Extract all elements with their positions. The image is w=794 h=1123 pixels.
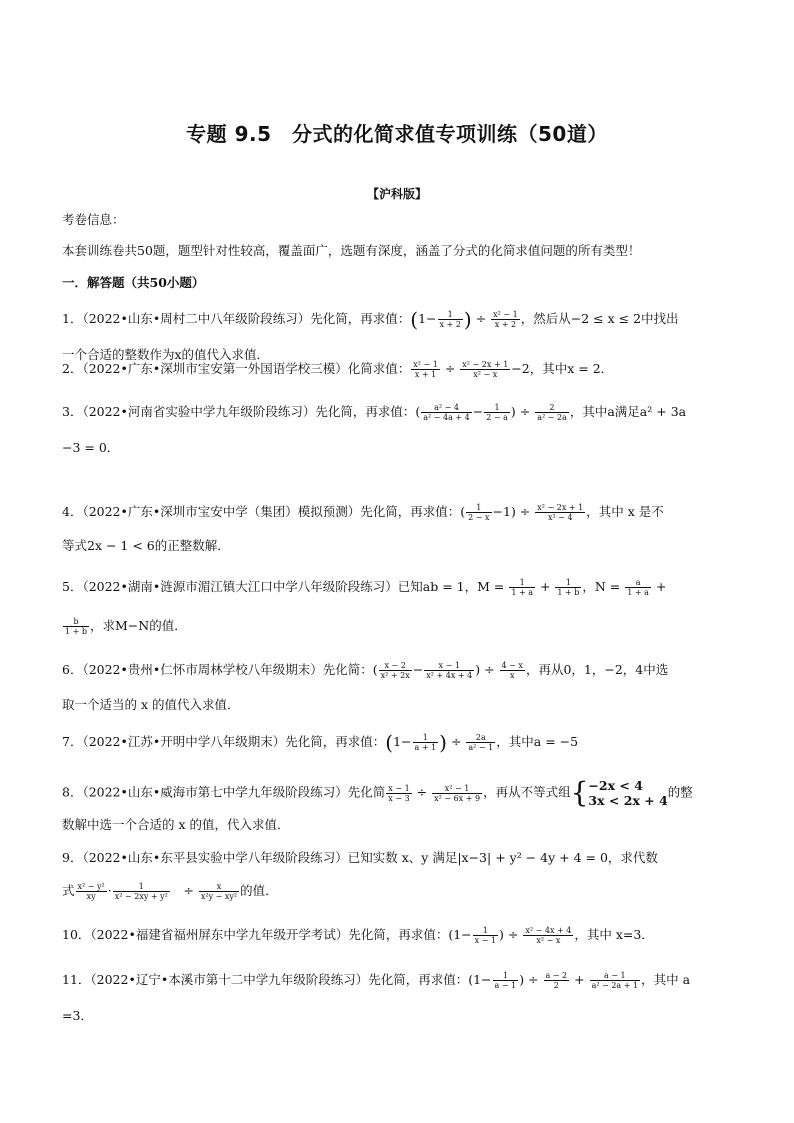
q7-fraction-2: $\frac{2a}{\text{a² − 1}}$ xyxy=(468,733,494,752)
document-title: 专题 9.5 分式的化简求值专项训练（50道） xyxy=(186,122,608,146)
q7-fraction-1: $\frac{1}{a + 1}$ xyxy=(414,733,437,752)
q3-fraction-3: $\frac{2}{\text{a² − 2a}}$ xyxy=(537,403,567,422)
q8-fraction-2: $\frac{\text{x² − 1}}{\text{x² − 6x + 9}}$ xyxy=(434,783,481,803)
question-11: 11．（2022•辽宁•本溪市第十二中学九年级阶段练习）先化简，再求值：(1− $\frac{1}{a - 1}$ ) ÷ $\frac{a - 2}{2}$ + $\frac{a - 1}{\text{a² − 2a + 1}}$ ，其中 a xyxy=(62,971,691,990)
q11-fraction-2: $\frac{a - 2}{2}$ xyxy=(545,971,568,990)
question-6-cont: 取一个适当的 x 的值代入求值． xyxy=(62,697,240,712)
q2-fraction-1: $\frac{\text{x² − 1}}{x + 1}$ xyxy=(413,360,438,379)
question-3-cont: −3 = 0． xyxy=(62,440,120,455)
q8-inequality-system: −2x < 4 3x < 2x + 4 xyxy=(588,778,668,808)
q3-fraction-1: $\frac{\text{a² − 4}}{\text{a² − 4a + 4}}$ xyxy=(423,403,470,422)
q6-fraction-2: $\frac{x - 1}{\text{x² + 4x + 4}}$ xyxy=(426,661,473,680)
question-4-cont: 等式2x − 1 < 6的正整数解． xyxy=(62,538,230,553)
question-5-cont: $\frac{b}{1 + b}$ ，求M−N的值． xyxy=(65,617,187,636)
question-2: 2．（2022•广东•深圳市宝安第一外国语学校三模）化简求值： $\frac{\text{x² − 1}}{x + 1}$ ÷ $\frac{\text{x² − 2x + 1}}{\text{x² − x}}$ −2，其中x = 2． xyxy=(62,360,614,379)
q9-fraction-1: $\frac{\text{x² − y²}}{xy}$ xyxy=(77,882,105,901)
q4-fraction-1: $\frac{1}{2 - x}$ xyxy=(468,503,490,522)
question-8-cont: 数解中选一个合适的 x 的值，代入求值． xyxy=(62,817,290,832)
question-7: 7．（2022•江苏•开明中学八年级期末）先化简，再求值：(1− $\frac{1}{a + 1}$ ) ÷ $\frac{2a}{\text{a² − 1}}$ ，其中a = −5 xyxy=(62,730,579,755)
q1-fraction-1: $\frac{1}{x + 2}$ xyxy=(439,310,461,329)
question-4: 4．（2022•广东•深圳市宝安中学（集团）模拟预测）先化简，再求值：( $\frac{1}{2 - x}$ −1) ÷ $\frac{\text{x² − 2x + 1}}{\text{x² − 4}}$ ，其中 x 是不 xyxy=(62,503,664,522)
question-9-cont: 式 $\frac{\text{x² − y²}}{xy}$ · $\frac{1}{\text{x² − 2xy + y²}}$ ÷ $\frac{x}{\text{x²y − xy²}}$ 的值． xyxy=(62,882,278,901)
q1-fraction-2: $\frac{\text{x² − 1}}{x + 2}$ xyxy=(493,310,518,329)
q11-fraction-1: $\frac{1}{a - 1}$ xyxy=(494,971,517,990)
q8-fraction-1: $\frac{x - 1}{x - 3}$ xyxy=(388,783,410,803)
q5-fraction-1: $\frac{1}{1 + a}$ xyxy=(511,578,533,597)
section-heading: 一．解答题（共50小题） xyxy=(62,275,205,290)
question-3: 3．（2022•河南省实验中学九年级阶段练习）先化简，再求值：( $\frac{\text{a² − 4}}{\text{a² − 4a + 4}}$ − $\frac{1}{2 - a}$ ) ÷ $\frac{2}{\text{a² − 2a}}$ ，其中a满足a² + 3a xyxy=(62,403,687,422)
q3-fraction-2: $\frac{1}{2 - a}$ xyxy=(486,403,508,422)
question-8: 8．（2022•山东•威海市第七中学九年级阶段练习）先化简 $\frac{x - 1}{x - 3}$ ÷ $\frac{\text{x² − 1}}{\text{x² − 6x + 9}}$ ，再从不等式组{ −2x < 4 3x < 2x + 4 的整 xyxy=(62,776,693,809)
q6-fraction-1: $\frac{x - 2}{\text{x² + 2x}}$ xyxy=(380,661,410,680)
q10-fraction-1: $\frac{1}{x - 1}$ xyxy=(474,926,497,945)
question-1: 1．（2022•山东•周村二中八年级阶段练习）先化简，再求值：(1− $\frac{1}{x + 2}$ ) ÷ $\frac{\text{x² − 1}}{x + 2}$ ，然后从−2 ≤ x ≤ 2中找出 xyxy=(62,307,679,332)
q1-text: 1．（2022•山东•周村二中八年级阶段练习）先化简，再求值： xyxy=(62,311,411,326)
question-5: 5．（2022•湖南•涟源市湄江镇大江口中学八年级阶段练习）已知ab = 1，M = $\frac{1}{1 + a}$ + $\frac{1}{1 + b}$ ，N = $\frac{a}{1 + a}$ + xyxy=(62,578,667,597)
q6-fraction-3: $\frac{4 - x}{x}$ xyxy=(501,661,523,680)
q11-fraction-3: $\frac{a - 1}{\text{a² − 2a + 1}}$ xyxy=(591,971,639,990)
question-10: 10．（2022•福建省福州屏东中学九年级开学考试）先化简，再求值：(1− $\frac{1}{x - 1}$ ) ÷ $\frac{\text{x² − 4x + 4}}{\text{x² − x}}$ ，其中 x=3． xyxy=(62,926,654,945)
question-11-cont: =3． xyxy=(62,1008,93,1023)
question-6: 6．（2022•贵州•仁怀市周林学校八年级期末）先化简：( $\frac{x - 2}{\text{x² + 2x}}$ − $\frac{x - 1}{\text{x² + 4x + 4}}$ ) ÷ $\frac{4 - x}{x}$ ，再从0，1，−2，4中选 xyxy=(62,661,669,680)
q5-fraction-2: $\frac{1}{1 + b}$ xyxy=(557,578,580,597)
question-9: 9．（2022•山东•东平县实验中学八年级阶段练习）已知实数 x、y 满足|x−3| + y² − 4y + 4 = 0，求代数 xyxy=(62,850,658,865)
info-text: 本套训练卷共50题，题型针对性较高，覆盖面广，选题有深度，涵盖了分式的化简求值问题的所有类型！ xyxy=(62,243,641,258)
info-label: 考卷信息： xyxy=(62,212,125,227)
edition-label: 【沪科版】 xyxy=(366,187,427,201)
question-1-cont: 一个合适的整数作为x的值代入求值． xyxy=(62,347,270,362)
q5-fraction-3: $\frac{a}{1 + a}$ xyxy=(627,578,649,597)
q4-fraction-2: $\frac{\text{x² − 2x + 1}}{\text{x² − 4}}$ xyxy=(537,503,584,522)
q9-fraction-3: $\frac{x}{\text{x²y − xy²}}$ xyxy=(200,882,238,901)
q5-fraction-4: $\frac{b}{1 + b}$ xyxy=(65,617,87,636)
q2-fraction-2: $\frac{\text{x² − 2x + 1}}{\text{x² − x}}$ xyxy=(462,360,509,379)
q10-fraction-2: $\frac{\text{x² − 4x + 4}}{\text{x² − x}}$ xyxy=(525,926,572,945)
q9-fraction-2: $\frac{1}{\text{x² − 2xy + y²}}$ xyxy=(114,882,168,901)
